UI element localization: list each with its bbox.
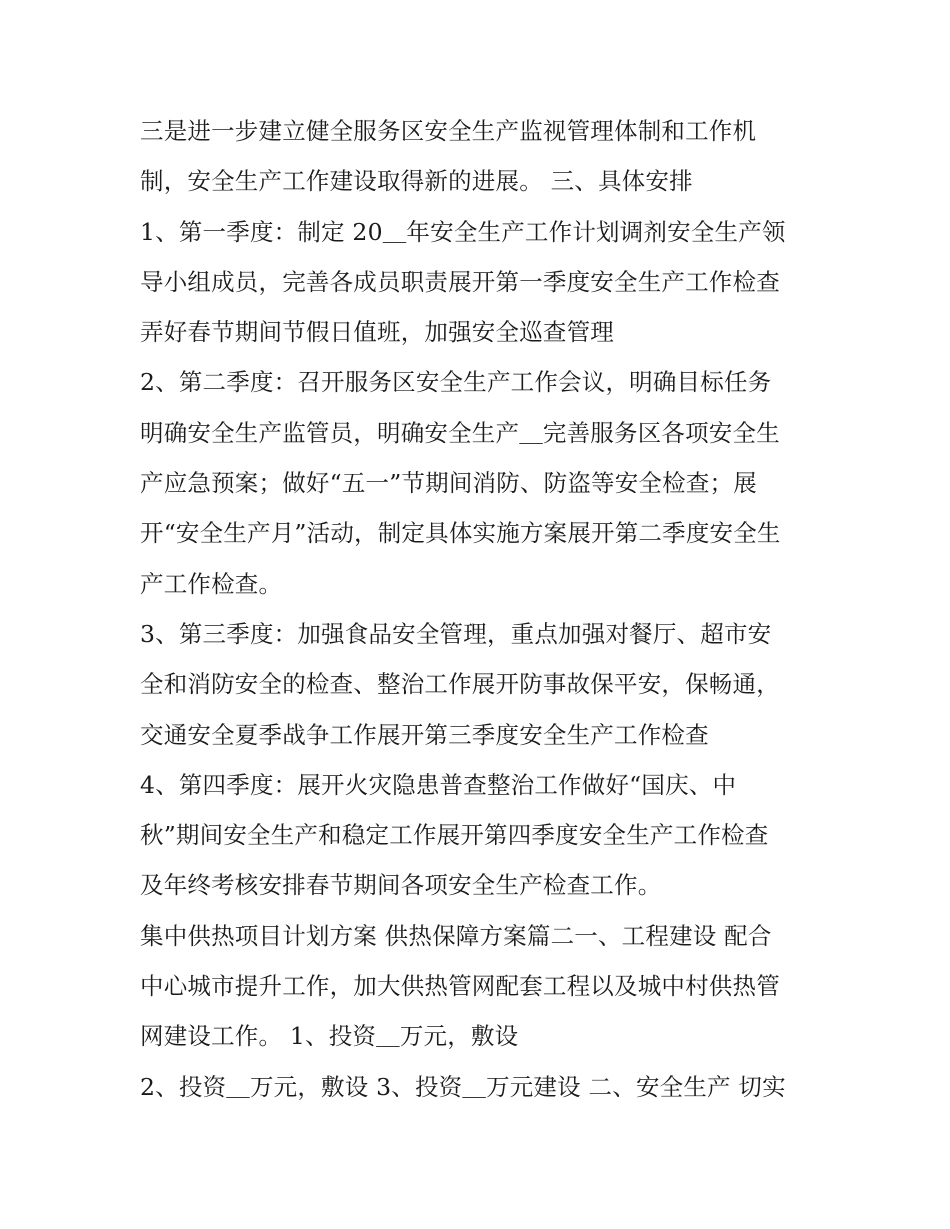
text-line: 及年终考核安排春节期间各项安全生产检查工作。 [140, 871, 662, 900]
text-line: 全和消防安全的检查、整治工作展开防事故保平安，保畅通， [140, 670, 780, 699]
text-line: 明确安全生产监管员，明确安全生产＿完善服务区各项安全生 [140, 418, 780, 447]
text-line: 秋”期间安全生产和稳定工作展开第四季度安全生产工作检查 [140, 821, 769, 850]
text-line: 集中供热项目计划方案 供热保障方案篇二一、工程建设 配合 [140, 921, 772, 950]
text-line: 3、第三季度：加强食品安全管理，重点加强对餐厅、超市安 [140, 619, 772, 648]
text-line: 制，安全生产工作建设取得新的进展。 三、具体安排 [140, 167, 693, 196]
document-body [140, 106, 830, 1112]
text-line: 产工作检查。 [140, 569, 283, 598]
text-line: 2、投资＿万元，敷设 3、投资＿万元建设 二、安全生产 切实 [140, 1072, 786, 1101]
text-line: 产应急预案；做好“五一”节期间消防、防盗等安全检查；展 [140, 469, 757, 498]
text-line: 弄好春节期间节假日值班，加强安全巡查管理 [140, 318, 614, 347]
text-line: 导小组成员，完善各成员职责展开第一季度安全生产工作检查 [140, 267, 780, 296]
text-line: 网建设工作。 1、投资＿万元，敷设 [140, 1022, 519, 1051]
text-line: 2、第二季度：召开服务区安全生产工作会议，明确目标任务 [140, 368, 772, 397]
text-line: 三是进一步建立健全服务区安全生产监视管理体制和工作机 [140, 117, 757, 145]
text-line: 交通安全夏季战争工作展开第三季度安全生产工作检查 [140, 720, 709, 749]
text-line: 4、第四季度：展开火灾隐患普查整治工作做好“国庆、中 [140, 770, 737, 799]
text-line: 1、第一季度：制定 20＿年安全生产工作计划调剂安全生产领 [140, 217, 786, 246]
text-line: 中心城市提升工作，加大供热管网配套工程以及城中村供热管 [140, 972, 780, 1001]
text-line: 开“安全生产月”活动，制定具体实施方案展开第二季度安全生 [140, 519, 781, 548]
